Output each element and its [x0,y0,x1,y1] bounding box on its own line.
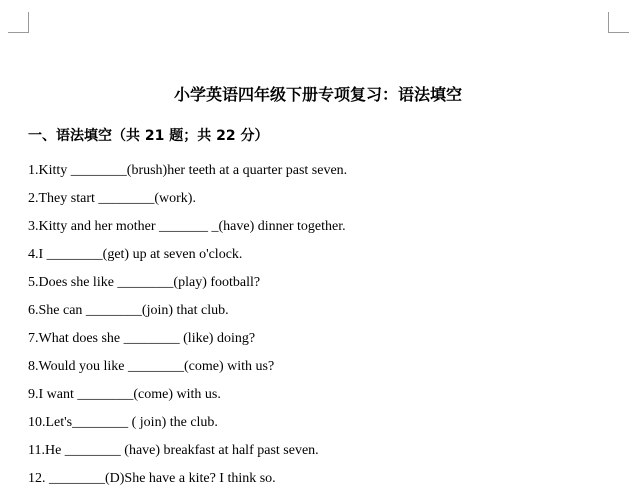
document-title: 小学英语四年级下册专项复习：语法填空 [173,85,462,104]
question-item: 2.They start ________(work). [28,191,196,206]
question-item: 4.I ________(get) up at seven o'clock. [28,247,243,262]
crop-mark-top-right [608,12,629,33]
question-item: 6.She can ________(join) that club. [28,303,229,318]
question-item: 12. ________(D)She have a kite? I think so. [28,471,276,486]
question-item: 11.He ________ (have) breakfast at half past seven. [28,443,319,458]
question-item: 7.What does she ________ (like) doing? [28,331,256,346]
question-item: 3.Kitty and her mother _______ _(have) dinner together. [28,219,346,234]
question-item: 5.Does she like ________(play) football? [28,275,261,290]
question-item: 1.Kitty ________(brush)her teeth at a quarter past seven. [28,163,348,178]
question-item: 8.Would you like ________(come) with us? [28,359,275,374]
question-item: 10.Let's________ ( join) the club. [28,415,218,430]
section-heading: 一、语法填空（共 21 题；共 22 分） [28,128,269,144]
crop-mark-top-left [8,12,29,33]
question-item: 9.I want ________(come) with us. [28,387,221,402]
question-list [28,160,347,496]
